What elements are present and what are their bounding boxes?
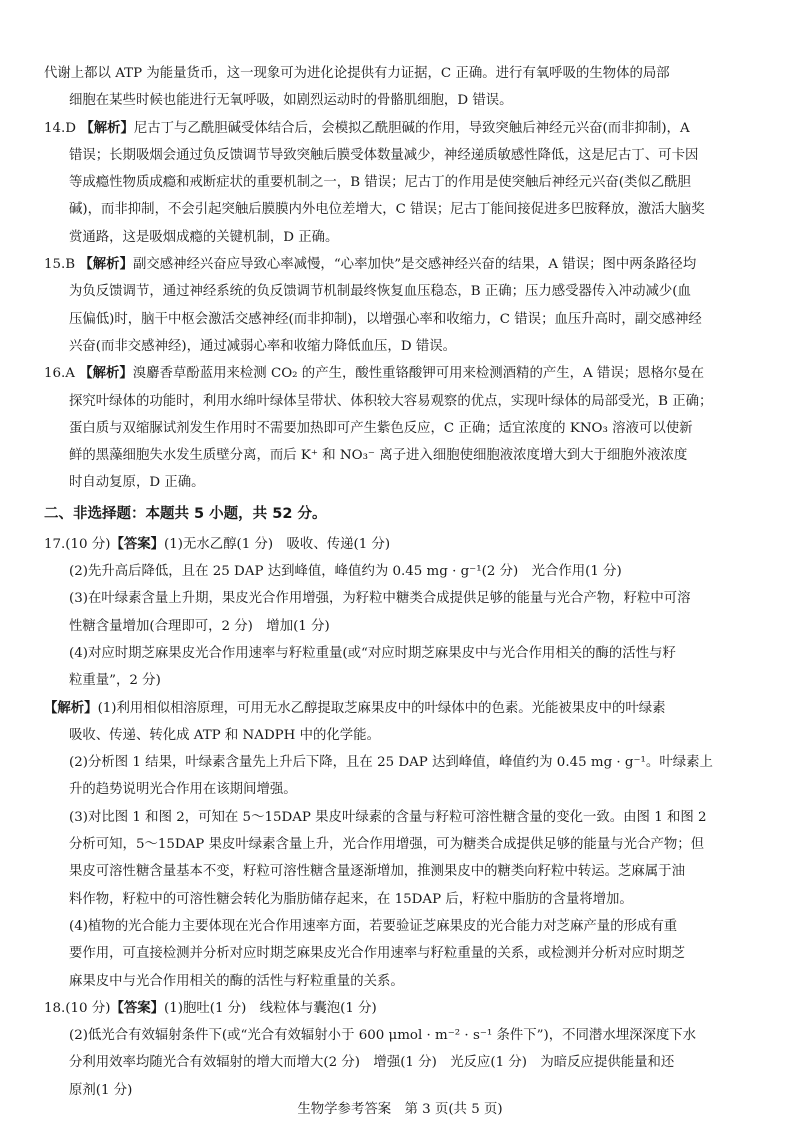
q14-text-1: 尼古丁与乙酰胆碱受体结合后，会模拟乙酰胆碱的作用，导致突触后神经元兴奋(而非抑制)，A bbox=[133, 120, 690, 136]
q18-answer-tag: 【答案】 bbox=[110, 999, 164, 1016]
q14-line-1 bbox=[44, 115, 756, 142]
q17-answer-line: 性糖含量增加(合理即可，2 分) 增加(1 分) bbox=[69, 618, 330, 634]
q17-answer-line: (4)对应时期芝麻果皮光合作用速率与籽粒重量(或“对应时期芝麻果皮中与光合作用相关的酶的活性与籽 bbox=[69, 645, 676, 661]
q17-analysis-line: (4)植物的光合能力主要体现在光合作用速率方面，若要验证芝麻果皮的光合能力对芝麻产量的形成有重 bbox=[69, 918, 678, 934]
q17-analysis-line: 升的趋势说明光合作用在该期间增强。 bbox=[69, 782, 297, 798]
q17-analysis-line: (2)分析图 1 结果，叶绿素含量先上升后下降，且在 25 DAP 达到峰值，峰值约为 0.45 mg · g⁻¹。叶绿素上 bbox=[69, 755, 713, 771]
q18-answer-line: 分利用效率均随光合有效辐射的增大而增大(2 分) 增强(1 分) 光反应(1 分) 为暗反应提供能量和还 bbox=[69, 1055, 675, 1071]
q14-line-3: 等成瘾性物质成瘾和戒断症状的重要机制之一，B 错误；尼古丁的作用是使突触后神经元兴奋(类似乙酰胆 bbox=[69, 175, 691, 191]
q17-analysis-line: 吸收、传递、转化成 ATP 和 NADPH 中的化学能。 bbox=[69, 727, 380, 743]
q14-line-5: 赏通路，这是吸烟成瘾的关键机制，D 正确。 bbox=[69, 229, 339, 245]
q16-number: 16.A bbox=[44, 366, 75, 382]
q17-analysis-1: (1)利用相似相溶原理，可用无水乙醇提取芝麻果皮中的叶绿体中的色素。光能被果皮中的叶绿素 bbox=[97, 700, 666, 716]
q14-analysis-tag: 【解析】 bbox=[80, 119, 134, 136]
q16-line-2: 探究叶绿体的功能时，利用水绵叶绿体呈带状、体积较大容易观察的优点，实现叶绿体的局部受光，B 正确； bbox=[69, 393, 713, 409]
q15-number: 15.B bbox=[44, 257, 76, 273]
q15-line-2: 为负反馈调节，通过神经系统的负反馈调节机制最终恢复血压稳态，B 正确；压力感受器传入冲动减少(血 bbox=[69, 284, 691, 300]
q16-text-1: 溴麝香草酚蓝用来检测 CO₂ 的产生，酸性重铬酸钾可用来检测酒精的产生，A 错误；恩格尔曼在 bbox=[132, 366, 705, 382]
q16-line-5: 时自动复原，D 正确。 bbox=[69, 475, 205, 491]
q17-analysis-line: 分析可知，5～15DAP 果皮叶绿素含量上升，光合作用增强，可为糖类合成提供足够的能量与光合产物；但 bbox=[69, 837, 705, 853]
q13-continuation-line-1: 代谢上都以 ATP 为能量货币，这一现象可为进化论提供有力证据，C 正确。进行有氧呼吸的生物体的局部 bbox=[44, 66, 670, 81]
q17-answer-line: (3)在叶绿素含量上升期，果皮光合作用增强，为籽粒中糖类合成提供足够的能量与光合产物，籽粒中可溶 bbox=[69, 591, 691, 607]
q17-analysis-line: 要作用，可直接检测并分析对应时期芝麻果皮光合作用速率与籽粒重量的关系，或检测并分析对应时期芝 bbox=[69, 946, 685, 962]
q14-line-4: 碱)，而非抑制，不会引起突触后膜膜内外电位差增大，C 错误；尼古丁能间接促进多巴胺释放，激活大脑奖 bbox=[69, 202, 705, 218]
q18-number: 18.(10 分) bbox=[44, 1000, 111, 1016]
q16-analysis-tag: 【解析】 bbox=[79, 365, 133, 382]
q18-answer-line: (2)低光合有效辐射条件下(或“光合有效辐射小于 600 μmol · m⁻² · s⁻¹ 条件下”)，不同潜水埋深深度下水 bbox=[69, 1028, 697, 1044]
page-footer: 生物学参考答案 第 3 页(共 5 页) bbox=[297, 1102, 503, 1117]
section-2-heading: 二、非选择题：本题共 5 小题，共 52 分。 bbox=[44, 505, 327, 522]
q13-continuation-line-2: 细胞在某些时候也能进行无氧呼吸，如剧烈运动时的骨骼肌细胞，D 错误。 bbox=[69, 93, 513, 109]
q17-answer-head bbox=[44, 531, 756, 558]
q18-answer-1: (1)胞吐(1 分) 线粒体与囊泡(1 分) bbox=[164, 1000, 377, 1016]
q15-line-3: 压偏低)时，脑干中枢会激活交感神经(而非抑制)，以增强心率和收缩力，C 错误；血压升高时，副交感神经 bbox=[69, 311, 702, 327]
q17-analysis-line: (3)对比图 1 和图 2，可知在 5～15DAP 果皮叶绿素的含量与籽粒可溶性糖含量的变化一致。由图 1 和图 2 bbox=[69, 809, 707, 825]
q17-analysis-tag: 【解析】 bbox=[44, 699, 98, 716]
q17-answer-line: (2)先升高后降低，且在 25 DAP 达到峰值，峰值约为 0.45 mg · g⁻¹(2 分) 光合作用(1 分) bbox=[69, 564, 622, 580]
q14-number: 14.D bbox=[44, 120, 77, 136]
q14-line-2: 错误；长期吸烟会通过负反馈调节导致突触后膜受体数量减少，神经递质敏感性降低，这是尼古丁、可卡因 bbox=[69, 147, 699, 163]
q16-line-1 bbox=[44, 360, 756, 387]
q18-answer-head bbox=[44, 995, 756, 1022]
q15-line-1 bbox=[44, 251, 756, 278]
q17-number: 17.(10 分) bbox=[44, 536, 111, 552]
q17-analysis-line: 麻果皮中与光合作用相关的酶的活性与籽粒重量的关系。 bbox=[69, 973, 404, 989]
q16-line-3: 蛋白质与双缩脲试剂发生作用时不需要加热即可产生紫色反应，C 正确；适宜浓度的 KNO₃ 溶液可以使新 bbox=[69, 420, 693, 436]
q17-answer-1: (1)无水乙醇(1 分) 吸收、传递(1 分) bbox=[164, 536, 391, 552]
q16-line-4: 鲜的黑藻细胞失水发生质壁分离，而后 K⁺ 和 NO₃⁻ 离子进入细胞使细胞液浓度增大到大于细胞外液浓度 bbox=[69, 448, 688, 464]
q17-analysis-line: 料作物，籽粒中的可溶性糖会转化为脂肪储存起来，在 15DAP 后，籽粒中脂肪的含量将增加。 bbox=[69, 891, 633, 907]
q15-text-1: 副交感神经兴奋应导致心率减慢，“心率加快”是交感神经兴奋的结果，A 错误；图中两条路径均 bbox=[132, 257, 697, 273]
q17-answer-tag: 【答案】 bbox=[110, 535, 164, 552]
q15-line-4: 兴奋(而非交感神经)，通过减弱心率和收缩力降低血压，D 错误。 bbox=[69, 338, 456, 354]
q15-analysis-tag: 【解析】 bbox=[79, 256, 133, 273]
q17-answer-line: 粒重量”，2 分) bbox=[69, 673, 161, 689]
q18-answer-line: 原剂(1 分) bbox=[69, 1082, 133, 1098]
q17-analysis-head bbox=[44, 695, 756, 722]
q17-analysis-line: 果皮可溶性糖含量基本不变，籽粒可溶性糖含量逐渐增加，推测果皮中的糖类向籽粒中转运。芝麻属于油 bbox=[69, 864, 685, 880]
